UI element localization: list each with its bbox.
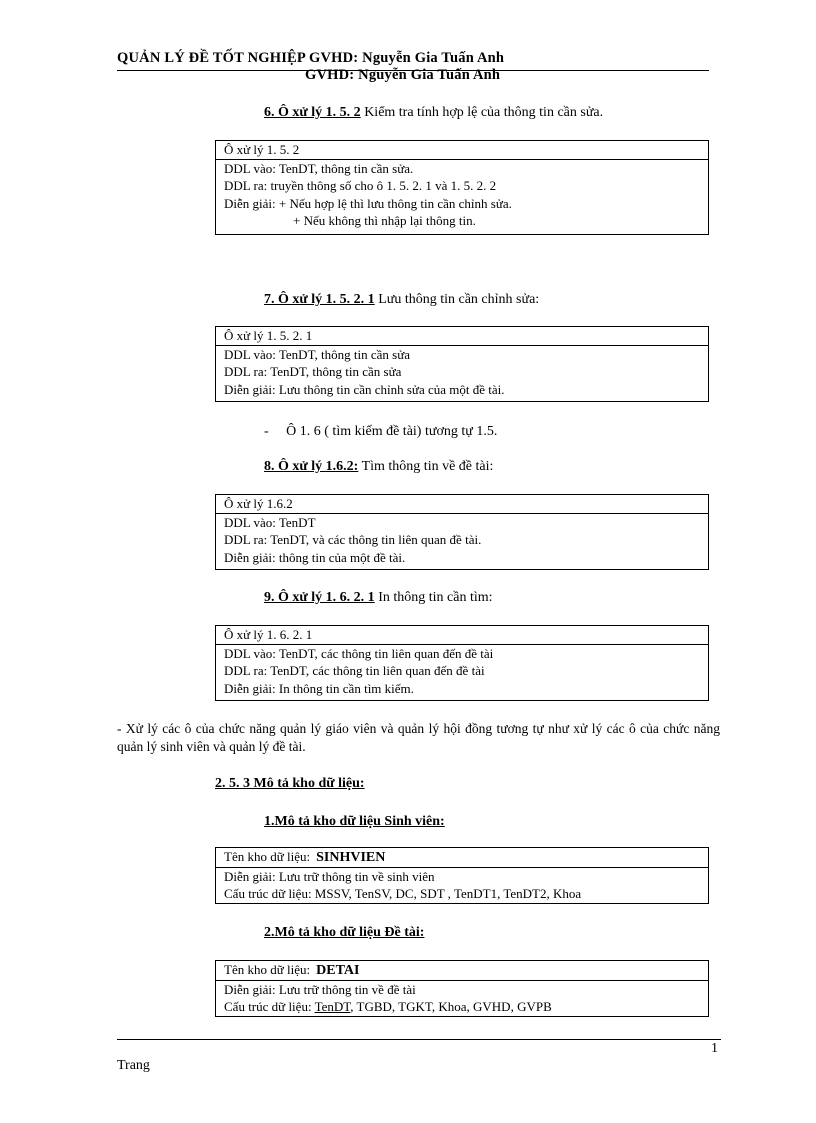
store-sinhvien-heading: 1.Mô tả kho dữ liệu Sinh viên:	[264, 814, 445, 829]
store-name: DETAI	[316, 963, 360, 978]
section-6-text: Kiểm tra tính hợp lệ của thông tin cần sửa.	[360, 105, 604, 120]
box-title: Ô xử lý 1. 6. 2. 1	[216, 626, 708, 645]
process-box-1-5-2	[215, 140, 709, 235]
store-name: SINHVIEN	[316, 850, 386, 865]
footer-divider	[117, 1039, 721, 1040]
process-box-1-6-2-1	[215, 625, 709, 701]
box-row: Diễn giải: Lưu thông tin cần chỉnh sửa của một đề tài.	[224, 381, 505, 397]
section-7-number: 7. Ô xử lý 1. 5. 2. 1	[264, 292, 375, 307]
box-row: DDL ra: TenDT, và các thông tin liên quan đề tài.	[224, 532, 482, 547]
store-name-row	[216, 848, 708, 868]
box-row: DDL vào: TenDT, thông tin cần sửa.	[224, 160, 414, 176]
box-row: Diễn giải: thông tin của một đề tài.	[224, 549, 406, 565]
box-row: Cấu trúc dữ liệu: MSSV, TenSV, DC, SDT , TenDT1, TenDT2, Khoa	[224, 886, 582, 901]
process-box-1-5-2-1	[215, 326, 709, 402]
footer-label: Trang	[117, 1058, 150, 1073]
box-row: Diễn giải: In thông tin cần tìm kiếm.	[224, 680, 414, 696]
header-title: QUẢN LÝ ĐỀ TỐT NGHIỆP GVHD: Nguyễn Gia Tuấn Anh	[117, 50, 505, 66]
store-label: Tên kho dữ liệu:	[224, 962, 311, 977]
box-row: DDL vào: TenDT, thông tin cần sửa	[224, 346, 411, 362]
struct-key: TenDT	[314, 999, 351, 1014]
box-row: Diễn giải: Lưu trữ thông tin về đề tài	[224, 981, 416, 997]
section-6-heading	[264, 105, 603, 121]
box-row: DDL ra: TenDT, các thông tin liên quan đến đề tài	[224, 663, 485, 678]
store-detai-heading: 2.Mô tả kho dữ liệu Đề tài:	[264, 925, 425, 940]
struct-rest: , TGBD, TGKT, Khoa, GVHD, GVPB	[350, 999, 552, 1014]
section-8-text: Tìm thông tin về đề tài:	[358, 459, 494, 474]
section-7-heading	[264, 292, 539, 308]
box-row	[216, 998, 708, 1016]
bullet-item: - Ô 1. 6 ( tìm kiếm đề tài) tương tự 1.5.	[264, 424, 498, 439]
datastore-box-detai	[215, 960, 709, 1017]
section-2-5-3-heading: 2. 5. 3 Mô tả kho dữ liệu:	[215, 776, 365, 791]
box-row: DDL vào: TenDT, các thông tin liên quan đến đề tài	[224, 645, 494, 661]
body-paragraph: - Xử lý các ô của chức năng quản lý giáo viên và quản lý hội đồng tương tự như xử lý các ô của chức năng quản lý sinh viên và quản lý đề tài.	[117, 721, 720, 754]
box-row: DDL vào: TenDT	[224, 514, 316, 530]
box-title: Ô xử lý 1. 5. 2	[216, 141, 708, 160]
section-9-heading	[264, 590, 493, 606]
store-label: Tên kho dữ liệu:	[224, 849, 311, 864]
datastore-box-sinhvien	[215, 847, 709, 904]
box-title: Ô xử lý 1.6.2	[216, 495, 708, 514]
section-8-heading	[264, 459, 493, 475]
box-row: DDL ra: truyền thông số cho ô 1. 5. 2. 1 và 1. 5. 2. 2	[224, 178, 497, 193]
box-row: + Nếu không thì nhập lại thông tin.	[293, 213, 476, 228]
header-subtitle: GVHD: Nguyễn Gia Tuấn Anh	[305, 67, 501, 83]
section-9-number: 9. Ô xử lý 1. 6. 2. 1	[264, 590, 375, 605]
section-6-number: 6. Ô xử lý 1. 5. 2	[264, 105, 361, 120]
process-box-1-6-2	[215, 494, 709, 570]
box-title: Ô xử lý 1. 5. 2. 1	[216, 327, 708, 346]
struct-label: Cấu trúc dữ liệu:	[224, 999, 315, 1014]
box-row: Diễn giải: + Nếu hợp lệ thì lưu thông tin cần chỉnh sửa.	[224, 195, 512, 211]
box-row: Diễn giải: Lưu trữ thông tin về sinh viên	[224, 868, 435, 884]
section-7-text: Lưu thông tin cần chỉnh sửa:	[374, 292, 540, 307]
section-8-number: 8. Ô xử lý 1.6.2:	[264, 459, 359, 474]
box-row: DDL ra: TenDT, thông tin cần sửa	[224, 364, 402, 379]
section-9-text: In thông tin cần tìm:	[374, 590, 493, 605]
store-name-row	[216, 961, 708, 981]
page-number: 1	[711, 1041, 718, 1056]
